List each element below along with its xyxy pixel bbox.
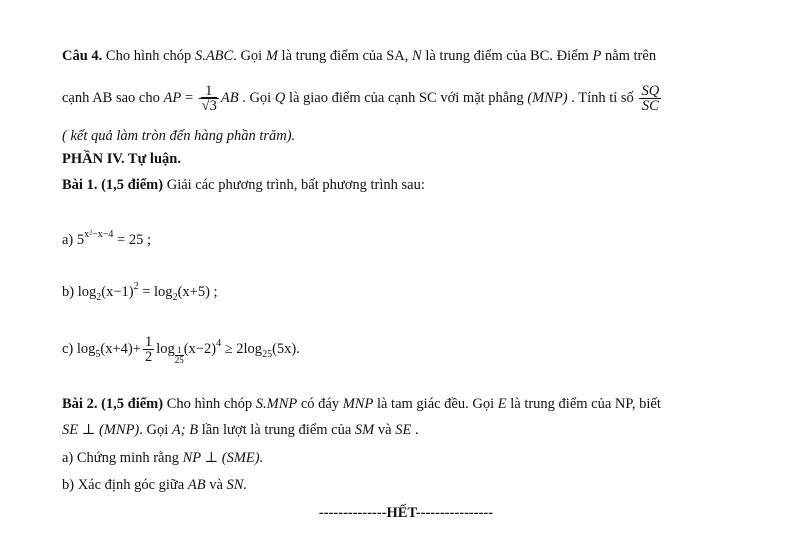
bai2-line1: Bài 2. (1,5 điểm) Cho hình chóp S.MNP có đáy MNP là tam giác đều. Gọi E là trung điểm của NP, biết (62, 396, 661, 412)
cau4-note: ( kết quả làm tròn đến hàng phần trăm). (62, 128, 296, 144)
bai1-a: a) $5^{x^2-x-4} = 25$ ; (62, 229, 152, 248)
cau4-line1: Câu 4. Cho hình chóp S.ABC. Gọi M là trung điểm của SA, N là trung điểm của BC. Điểm P nằm trên (62, 48, 657, 64)
part4-title: PHẦN IV. Tự luận. (62, 151, 181, 167)
cau4-line2: cạnh AB sao cho AP = $\frac{1}{√3}$ AB . Gọi Q là giao điểm của cạnh SC với mặt phẳng (MNP) . Tính tỉ số $\frac{SQ}{SC}$ (62, 83, 660, 114)
bai1-c: c) $\log_5(x+4)+$ $\frac{1}{2}$ log $\frac{1}{25}$ $(x-2)^4 \ge 2\log_{25}(5x)$. (62, 334, 300, 366)
bai2-part-b: b) Xác định góc giữa AB và SN. (62, 477, 248, 493)
fraction-sq-sc: $\frac{SQ}{SC}$ (641, 83, 660, 114)
bai2-part-a: a) Chứng minh rằng NP ⊥ (SME). (62, 450, 264, 466)
fraction-1-25: $\frac{1}{25}$ (174, 345, 184, 365)
bai1-heading: Bài 1. (1,5 điểm) Giải các phương trình, bất phương trình sau: (62, 177, 425, 193)
fraction-1-2: $\frac{1}{2}$ (144, 334, 153, 366)
bai2-line2: SE ⊥ (MNP). Gọi A; B lần lượt là trung điểm của SM và SE . (62, 422, 419, 438)
fraction-1-sqrt3: $\frac{1}{√3}$ (199, 84, 219, 113)
end-marker: --------------HẾT---------------- (318, 505, 494, 521)
bai1-b: b) $\log_2(x-1)^2 = \log_2(x+5)$ ; (62, 281, 218, 303)
